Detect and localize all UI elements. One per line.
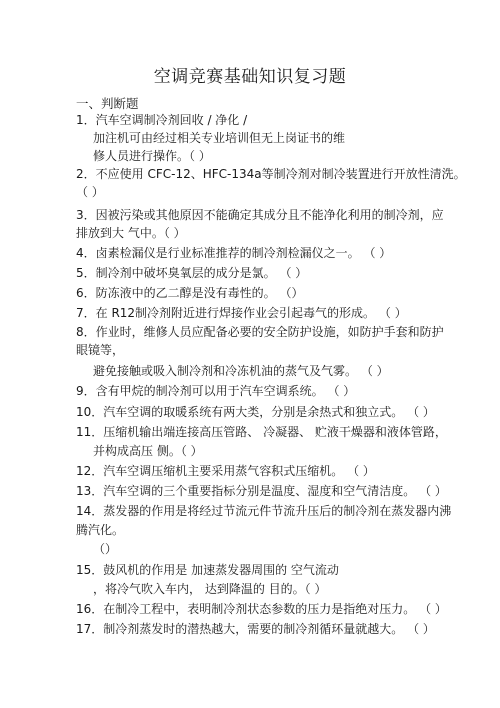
question-line: 10．汽车空调的取暖系统有两大类，分别是余热式和独立式。 （ ） <box>76 405 435 419</box>
question-line: 5．制冷剂中破坏臭氧层的成分是氯。 （ ） <box>76 266 308 280</box>
question-line: 4．卤素检漏仪是行业标准推荐的制冷剂检漏仪之一。 （ ） <box>76 246 392 260</box>
question-line: 加注机可由经过相关专业培训但无上岗证书的维 <box>93 131 346 145</box>
question-line: 1．汽车空调制冷剂回收 / 净化 / <box>76 113 248 127</box>
question-line: 13．汽车空调的三个重要指标分别是温度、湿度和空气清洁度。 （ ） <box>76 484 447 498</box>
question-line: 并构成高压 侧。（ ） <box>93 444 203 458</box>
question-line: 6．防冻液中的乙二醇是没有毒性的。 （） <box>76 286 304 300</box>
question-line: 眼镜等， <box>76 343 125 357</box>
question-line: 腾汽化。 <box>76 523 125 537</box>
question-line: 16．在制冷工程中，表明制冷剂状态参数的压力是指绝对压力。 （ ） <box>76 602 447 616</box>
question-line: 3．因被污染或其他原因不能确定其成分且不能净化利用的制冷剂，应 <box>76 208 444 222</box>
question-line: 9．含有甲烷的制冷剂可以用于汽车空调系统。 （ ） <box>76 384 356 398</box>
question-line: 17．制冷剂蒸发时的潜热越大，需要的制冷剂循环量就越大。 （ ） <box>76 622 435 636</box>
question-line: 7．在 R12制冷剂附近进行焊接作业会引起毒气的形成。 （ ） <box>76 306 407 320</box>
question-line: （ ） <box>76 185 104 199</box>
page-title: 空调竞赛基础知识复习题 <box>153 67 347 87</box>
question-line: ，将冷气吹入车内， 达到降温的 目的。（ ） <box>93 582 327 596</box>
question-line: 避免接触或吸入制冷剂和冷冻机油的蒸气及气雾。 （ ） <box>93 364 389 378</box>
question-line: 15．鼓风机的作用是 加速蒸发器周围的 空气流动 <box>76 563 339 577</box>
question-line: 修人员进行操作。（ ） <box>93 149 211 163</box>
section-heading: 一、判断题 <box>76 96 139 111</box>
question-line: 排放到大 气中。（ ） <box>76 226 186 240</box>
question-line: （） <box>93 542 118 556</box>
question-line: 12．汽车空调压缩机主要采用蒸气容积式压缩机。 （ ） <box>76 464 375 478</box>
question-line: 2．不应使用 CFC-12、HFC-134a等制冷剂对制冷装置进行开放性清洗。 <box>76 167 466 181</box>
question-line: 14．蒸发器的作用是将经过节流元件节流升压后的制冷剂在蒸发器内沸 <box>76 504 452 518</box>
question-line: 8．作业时，维修人员应配备必要的安全防护设施，如防护手套和防护 <box>76 325 444 339</box>
question-line: 11．压缩机输出端连接高压管路、 冷凝器、 贮液干燥器和液体管路， <box>76 425 447 439</box>
